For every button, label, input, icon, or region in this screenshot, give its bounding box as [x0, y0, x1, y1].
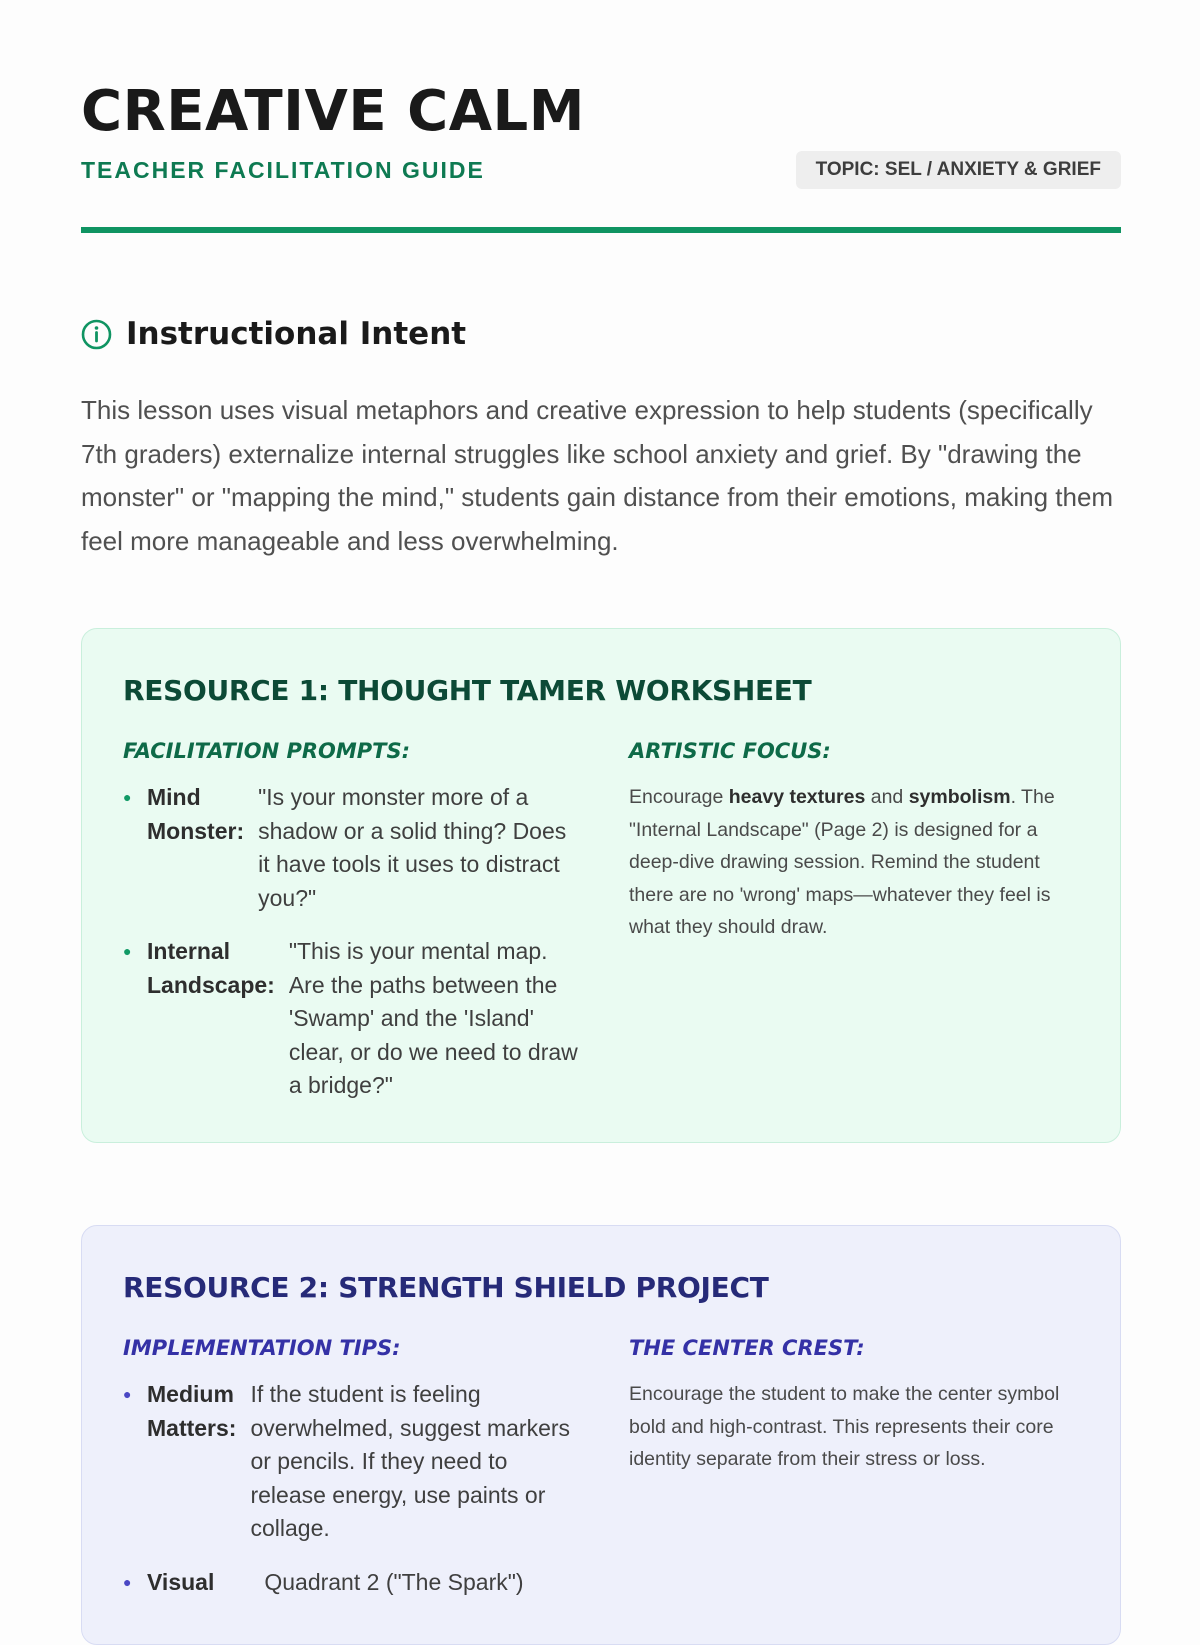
- facilitation-prompts-column: [123, 737, 583, 1123]
- bullet-icon: ●: [123, 1386, 132, 1402]
- list-item: [123, 935, 583, 1103]
- resource-2-card: [81, 1225, 1121, 1645]
- header-divider: [81, 227, 1121, 233]
- tip-label: Visual: [147, 1568, 215, 1595]
- resource-2-title: RESOURCE 2: STRENGTH SHIELD PROJECT: [123, 1271, 769, 1304]
- center-crest-heading: THE CENTER CREST:: [629, 1336, 865, 1360]
- artistic-focus-text: Encourage heavy textures and symbolism. The "Internal Landscape" (Page 2) is designed for a deep-dive drawing session. Remind the student there are no 'wrong' maps—whatever they feel is what they should draw.: [629, 786, 1055, 938]
- list-item: [123, 1378, 583, 1546]
- tip-text: Quadrant 2 ("The Spark"): [264, 1568, 524, 1595]
- center-crest-text: Encourage the student to make the center symbol bold and high-contrast. This represents their core identity separate from their stress or loss.: [629, 1383, 1060, 1470]
- tips-list: [123, 1378, 583, 1599]
- bullet-icon: ●: [123, 789, 132, 805]
- intent-heading: [81, 314, 466, 354]
- list-item: [123, 781, 583, 915]
- implementation-tips-heading: IMPLEMENTATION TIPS:: [123, 1336, 401, 1360]
- info-circle-icon: [81, 319, 112, 350]
- tip-text: If the student is feeling overwhelmed, suggest markers or pencils. If they need to release energy, use paints or collage.: [250, 1381, 571, 1541]
- resource-1-card: [81, 628, 1121, 1143]
- bullet-icon: ●: [123, 943, 132, 959]
- prompt-label: Internal Landscape:: [147, 938, 275, 998]
- bullet-icon: ●: [123, 1573, 132, 1590]
- list-item: [123, 1566, 583, 1600]
- center-crest-column: [629, 1334, 1084, 1476]
- prompt-text: "Is your monster more of a shadow or a solid thing? Does it have tools it uses to distract you?": [258, 784, 567, 911]
- topic-badge: TOPIC: SEL / ANXIETY & GRIEF: [796, 151, 1121, 189]
- page-title: CREATIVE CALM: [81, 79, 585, 144]
- implementation-tips-column: [123, 1334, 583, 1619]
- prompt-text: "This is your mental map. Are the paths between the 'Swamp' and the 'Island' clear, or do we need to draw a bridge?": [288, 938, 578, 1098]
- resource-1-title: RESOURCE 1: THOUGHT TAMER WORKSHEET: [123, 674, 812, 707]
- artistic-focus-column: [629, 737, 1084, 944]
- facilitation-prompts-heading: FACILITATION PROMPTS:: [123, 739, 411, 763]
- page-subtitle: TEACHER FACILITATION GUIDE: [81, 157, 485, 183]
- tip-label: Medium Matters:: [147, 1381, 237, 1441]
- artistic-focus-heading: ARTISTIC FOCUS:: [629, 739, 831, 763]
- prompt-list: [123, 781, 583, 1103]
- intent-title: Instructional Intent: [126, 316, 467, 352]
- intent-paragraph: This lesson uses visual metaphors and creative expression to help students (specifically 7th graders) externalize internal struggles like school anxiety and grief. By "drawing the monster" or "mapping the mind," students gain distance from their emotions, making them feel more manageable and less overwhelming.: [81, 395, 1114, 556]
- prompt-label: Mind Monster:: [147, 784, 245, 844]
